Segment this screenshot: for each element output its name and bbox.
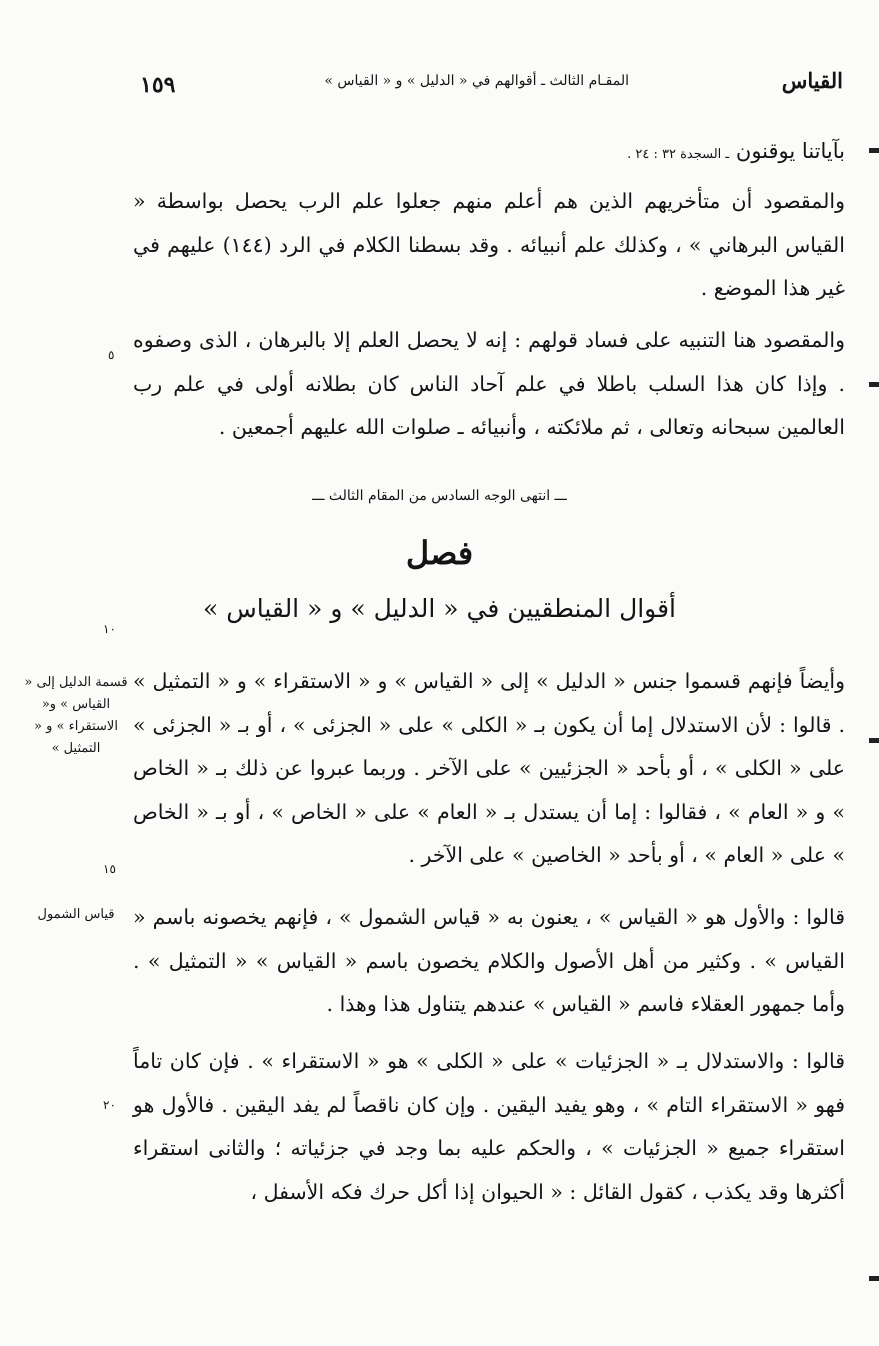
running-head: المقـام الثالث ـ أقوالهم في « الدليل » و « القياس » <box>324 73 629 89</box>
edge-mark <box>869 738 879 743</box>
marginal-note-shumul: قياس الشمول <box>37 907 115 922</box>
line-number-15: ١٥ <box>103 862 116 876</box>
edge-mark <box>869 148 879 153</box>
paragraph-5: قالوا : والاستدلال بـ « الجزئيات » على « الكلى » هو « الاستقراء » . فإن كان تاماً فهو « الاستقراء التام » ، وهو يفيد اليقين . وإن كان ناقصاً لم يفد اليقين . فالأول هو استقراء جميع « الجزئيات » ، والحكم عليه بما وجد في جزئياته ؛ والثانى استقراء أكثرها وقد يكذب ، كقول القائل : « الحيوان إذا أكل حرك فكه الأسفل ، <box>133 1049 845 1204</box>
line-number-5: ٥ <box>108 348 115 362</box>
paragraph-2: والمقصود هنا التنبيه على فساد قولهم : إنه لا يحصل العلم إلا بالبرهان ، الذى وصفوه . وإذا كان هذا السلب باطلا في علم آحاد الناس كان بطلانه أولى في علم رب العالمين سبحانه وتعالى ، ثم ملائكته ، وأنبيائه ـ صلوات الله عليهم أجمعين . <box>133 328 845 439</box>
quran-verse <box>133 130 845 177</box>
line-number-10: ١٠ <box>103 622 116 636</box>
page-number: ١٥٩ <box>140 72 176 98</box>
line-number-20: ٢٠ <box>103 1098 116 1112</box>
paragraph-1: والمقصود أن متأخريهم الذين هم أعلم منهم جعلوا علم الرب يحصل بواسطة « القياس البرهاني » ، وكذلك علم أنبيائه . وقد بسطنا الكلام في الرد (١٤٤) عليهم في غير هذا الموضع . <box>133 189 845 300</box>
verse-citation: ـ السجدة ٣٢ : ٢٤ . <box>627 147 730 162</box>
section-end-note: ـــ انتهى الوجه السادس من المقام الثالث ـــ <box>312 488 567 504</box>
paragraph-4: قالوا : والأول هو « القياس » ، يعنون به « قياس الشمول » ، فإنهم يخصونه باسم « القياس » . وكثير من أهل الأصول والكلام يخصون باسم « القياس » « التمثيل » . وأما جمهور العقلاء فاسم « القياس » عندهم يتناول هذا وهذا . <box>133 905 845 1016</box>
edge-mark <box>869 382 879 387</box>
section-subheading: أقوال المنطقيين في « الدليل » و « القياس » <box>203 594 676 623</box>
marginal-note-division: قسمة الدليل إلى « القياس » و« الاستقراء » و « التمثيل » <box>24 675 128 756</box>
header-title: القياس <box>781 68 843 93</box>
verse-text: بآياتنا يوقنون <box>735 139 845 163</box>
edge-mark <box>869 1276 879 1281</box>
section-heading: فصل <box>405 534 474 572</box>
paragraph-3: وأيضاً فإنهم قسموا جنس « الدليل » إلى « القياس » و « الاستقراء » و « التمثيل » . قالوا : لأن الاستدلال إما أن يكون بـ « الكلى » على « الجزئى » ، أو بـ « الجزئى » على « الكلى » ، أو بأحد « الجزئيين » على الآخر . وربما عبروا عن ذلك بـ « الخاص » و « العام » ، فقالوا : إما أن يستدل بـ « العام » على « الخاص » ، أو بـ « الخاص » على « العام » ، أو بأحد « الخاصين » على الآخر . <box>133 669 845 867</box>
